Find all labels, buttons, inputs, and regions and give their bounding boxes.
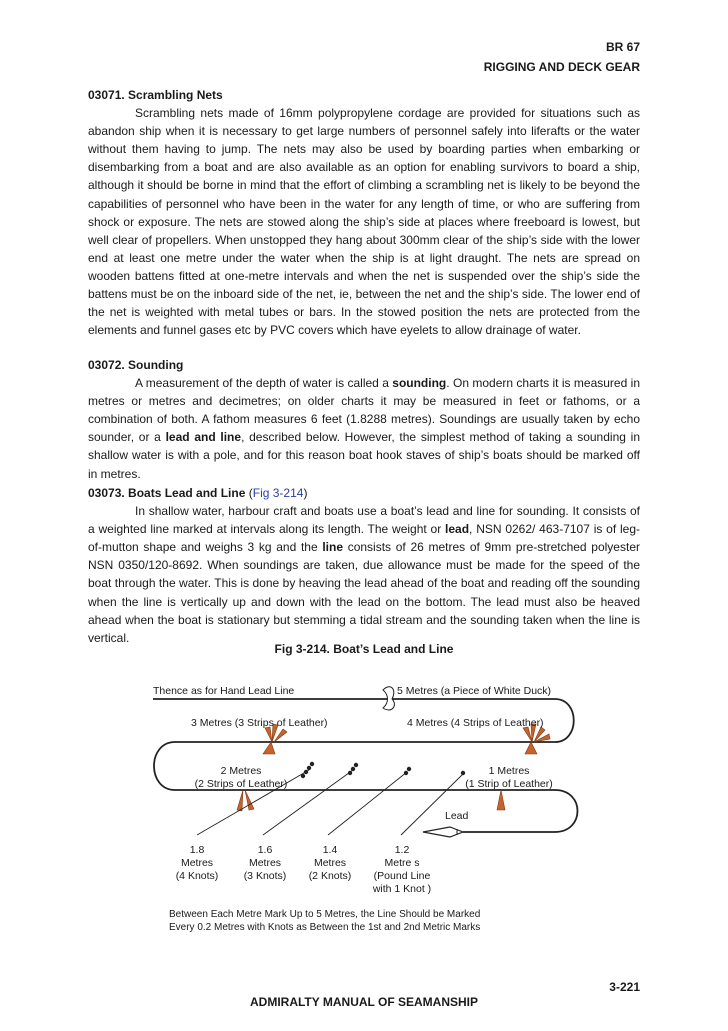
text-run: In shallow water, harbour craft and boats use a boat’s lead and line for sounding. It consists of a weighted line marked at intervals along its length. The weight or	[88, 504, 640, 537]
bold-term: line	[322, 540, 344, 555]
label-1-metres-detail: (1 Strip of Leather)	[465, 778, 553, 790]
bold-term: lead	[445, 522, 470, 537]
label-1.6: 1.6	[257, 844, 273, 856]
knot-mark-1.8	[301, 762, 314, 778]
label-1.2-knot: with 1 Knot )	[372, 883, 432, 895]
label-1.6-knots: (3 Knots)	[243, 870, 287, 882]
figure-caption: Fig 3-214. Boat’s Lead and Line	[274, 642, 454, 656]
section-body: Scrambling nets made of 16mm polypropylene cordage are provided for situations such as abandon ship when it is necessary to get large numbers of personnel safely into liferafts or the water without them having to jump. The nets may also be used by boarding parties when embarking or disembarking from a boat and are also available as an option for enabling survivors to board a ship, although it should be borne in mind that the effort of climbing a scrambling net is likely to be beyond the capabilities of personnel who have been in the water for any length of time, or who are suffering from shock or exposure. The nets are stowed along the ship’s side at places where freeboard is lowest, but well clear of propellers. When unstopped they hang about 300mm clear of the ship’s side with the lower end at least one metre under the water when the ship is at light draught. The nets are spread on wooden battens fitted at one-metre intervals and when the net is suspended over the ship’s side the battens must be on the inboard side of the net, ie, between the net and the ship’s side. The lower end of the net is weighted with metal tubes or bars. In the stowed position the nets are protected from the elements and funnel gases etc by PVC covers which have eyelets to allow drainage of water.	[88, 106, 640, 338]
diagram-note-line-1: Between Each Metre Mark Up to 5 Metres, the Line Should be Marked	[169, 909, 481, 920]
label-1.8-unit: Metres	[180, 857, 214, 869]
text-run: , NSN 0262/ 463-7107 is of leg-of-mutton shape and weighs 3 kg and the	[88, 522, 641, 555]
label-thence: Thence as for Hand Lead Line	[153, 685, 295, 697]
document-code: BR 67	[605, 40, 640, 54]
bold-term: sounding	[392, 376, 447, 391]
heading-text: 03073. Boats Lead and Line	[88, 486, 246, 500]
figure-reference-link[interactable]: Fig 3-214	[252, 486, 304, 500]
label-5-metres: 5 Metres (a Piece of White Duck)	[397, 685, 552, 697]
section-boats-lead-and-line	[88, 484, 640, 647]
section-heading	[88, 484, 640, 502]
lead-and-line-diagram	[145, 672, 585, 942]
section-sounding	[88, 356, 640, 483]
bold-term: lead and line	[165, 430, 242, 445]
leather-mark-1m	[497, 790, 505, 810]
label-3-metres: 3 Metres (3 Strips of Leather)	[191, 717, 328, 729]
section-body	[88, 502, 640, 647]
label-lead: Lead	[445, 810, 469, 822]
text-run: consists of 26 metres of 9mm pre-stretched polyester NSN 0350/120-8692. When soundings are taken, due allowance must be made for the speed of the boat through the water. This is done by heaving the lead ahead of the boat and reading off the sounding when the line is vertically up and down with the lead on the bottom. The lead must also be heaved ahead when the boat is stationary but stemming a tidal stream and the sounding taken when the line is vertical.	[88, 540, 640, 645]
figure-ref-paren: )	[303, 486, 308, 500]
lead-weight	[423, 827, 463, 837]
text-run: , described below. However, the simplest method of taking a sounding in shallow water is with a pole, and for this reason boat hook staves of ship’s boats should be marked off in metres.	[88, 430, 640, 481]
text-run: A measurement of the depth of water is called a	[135, 376, 393, 391]
section-body	[88, 374, 640, 483]
label-1.2: 1.2	[394, 844, 410, 856]
label-1.2-unit: Metre s	[384, 857, 420, 869]
label-1-metres: 1 Metres	[488, 765, 530, 777]
label-1.6-unit: Metres	[248, 857, 282, 869]
section-heading: 03071. Scrambling Nets	[88, 88, 223, 102]
page-footer: ADMIRALTY MANUAL OF SEAMANSHIP	[250, 995, 478, 1009]
label-2-metres: 2 Metres	[220, 765, 262, 777]
label-1.4-unit: Metres	[313, 857, 347, 869]
label-1.8: 1.8	[189, 844, 205, 856]
label-1.8-knots: (4 Knots)	[175, 870, 219, 882]
diagram-note-line-2: Every 0.2 Metres with Knots as Between the 1st and 2nd Metric Marks	[169, 922, 481, 933]
figure-ref-paren: (	[245, 486, 253, 500]
text-run: . On modern charts it is measured in metres or metres and decimetres; on older charts it may be measured in feet or fathoms, or a combination of both. A fathom measures 6 feet (1.8288 metres). Soundings are usually taken by echo sounder, or a	[88, 376, 640, 445]
knot-mark-1.6	[348, 763, 358, 775]
label-1.4-knots: (2 Knots)	[308, 870, 352, 882]
label-1.2-pound: (Pound Line	[373, 870, 431, 882]
leather-mark-2m	[237, 790, 254, 811]
page-number: 3-221	[609, 980, 640, 994]
label-1.4: 1.4	[322, 844, 338, 856]
running-title: RIGGING AND DECK GEAR	[483, 60, 640, 74]
section-scrambling-nets	[88, 86, 640, 339]
label-2-metres-detail: (2 Strips of Leather)	[194, 778, 288, 790]
section-heading: 03072. Sounding	[88, 358, 184, 372]
label-4-metres: 4 Metres (4 Strips of Leather)	[407, 717, 544, 729]
